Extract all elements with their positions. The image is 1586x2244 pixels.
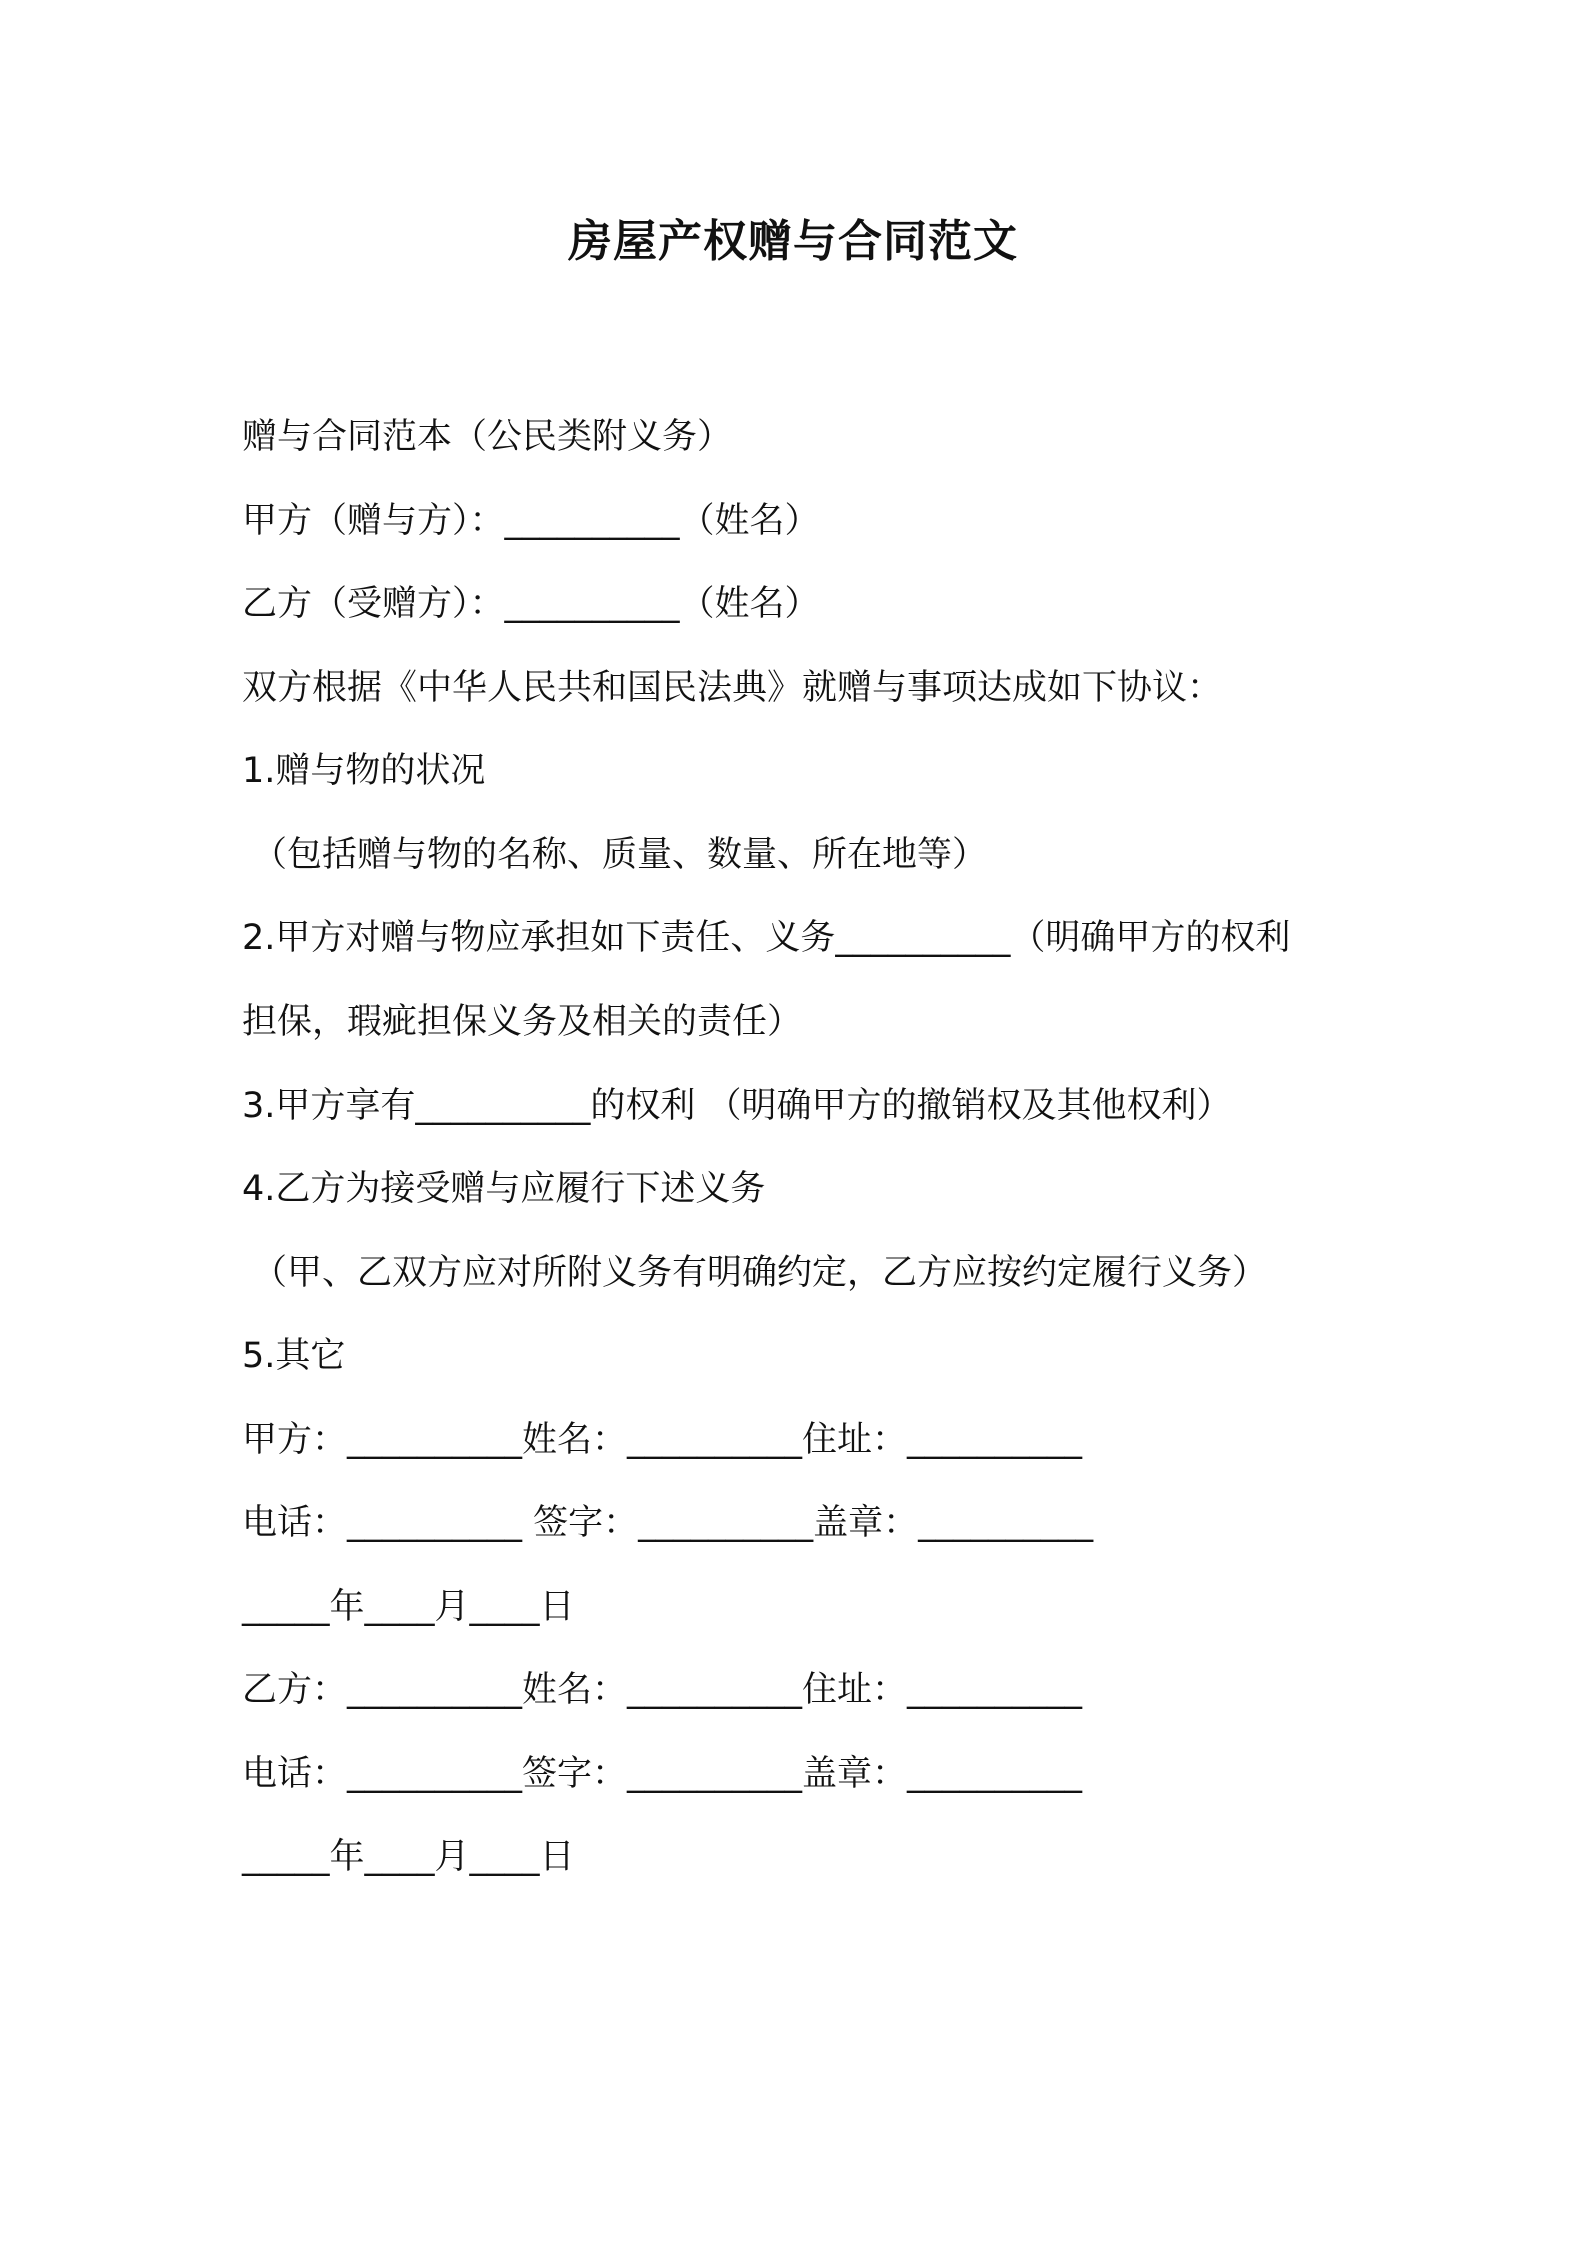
party-b-sign-line: 电话：__________签字：__________盖章：__________ xyxy=(242,1754,1083,1794)
party-b-info-line: 乙方：__________姓名：__________住址：__________ xyxy=(242,1670,1083,1710)
agreement-intro: 双方根据《中华人民共和国民法典》就赠与事项达成如下协议： xyxy=(242,668,1223,708)
clause-1-heading: 1.赠与物的状况 xyxy=(242,751,486,791)
party-a-sign-line: 电话：__________ 签字：__________盖章：__________ xyxy=(242,1503,1094,1543)
party-b-date-line: _____年____月____日 xyxy=(242,1837,575,1877)
clause-3: 3.甲方享有__________的权利 （明确甲方的撤销权及其他权利） xyxy=(242,1086,1232,1126)
party-b-line: 乙方（受赠方）：__________（姓名） xyxy=(242,584,820,624)
clause-2-line-2: 担保，瑕疵担保义务及相关的责任） xyxy=(242,1002,803,1042)
clause-5-heading: 5.其它 xyxy=(242,1336,346,1376)
party-a-date-line: _____年____月____日 xyxy=(242,1587,575,1627)
clause-4-heading: 4.乙方为接受赠与应履行下述义务 xyxy=(242,1169,766,1209)
party-a-line: 甲方（赠与方）：__________（姓名） xyxy=(242,501,820,541)
party-a-info-line: 甲方：__________姓名：__________住址：__________ xyxy=(242,1420,1083,1460)
contract-subtitle: 赠与合同范本（公民类附义务） xyxy=(242,417,733,457)
clause-4-note: （甲、乙双方应对所附义务有明确约定，乙方应按约定履行义务） xyxy=(252,1253,1268,1293)
clause-2-line-1: 2.甲方对赠与物应承担如下责任、义务__________（明确甲方的权利 xyxy=(242,918,1291,958)
clause-1-note: （包括赠与物的名称、质量、数量、所在地等） xyxy=(252,835,988,875)
document-title: 房屋产权赠与合同范文 xyxy=(568,216,1018,267)
